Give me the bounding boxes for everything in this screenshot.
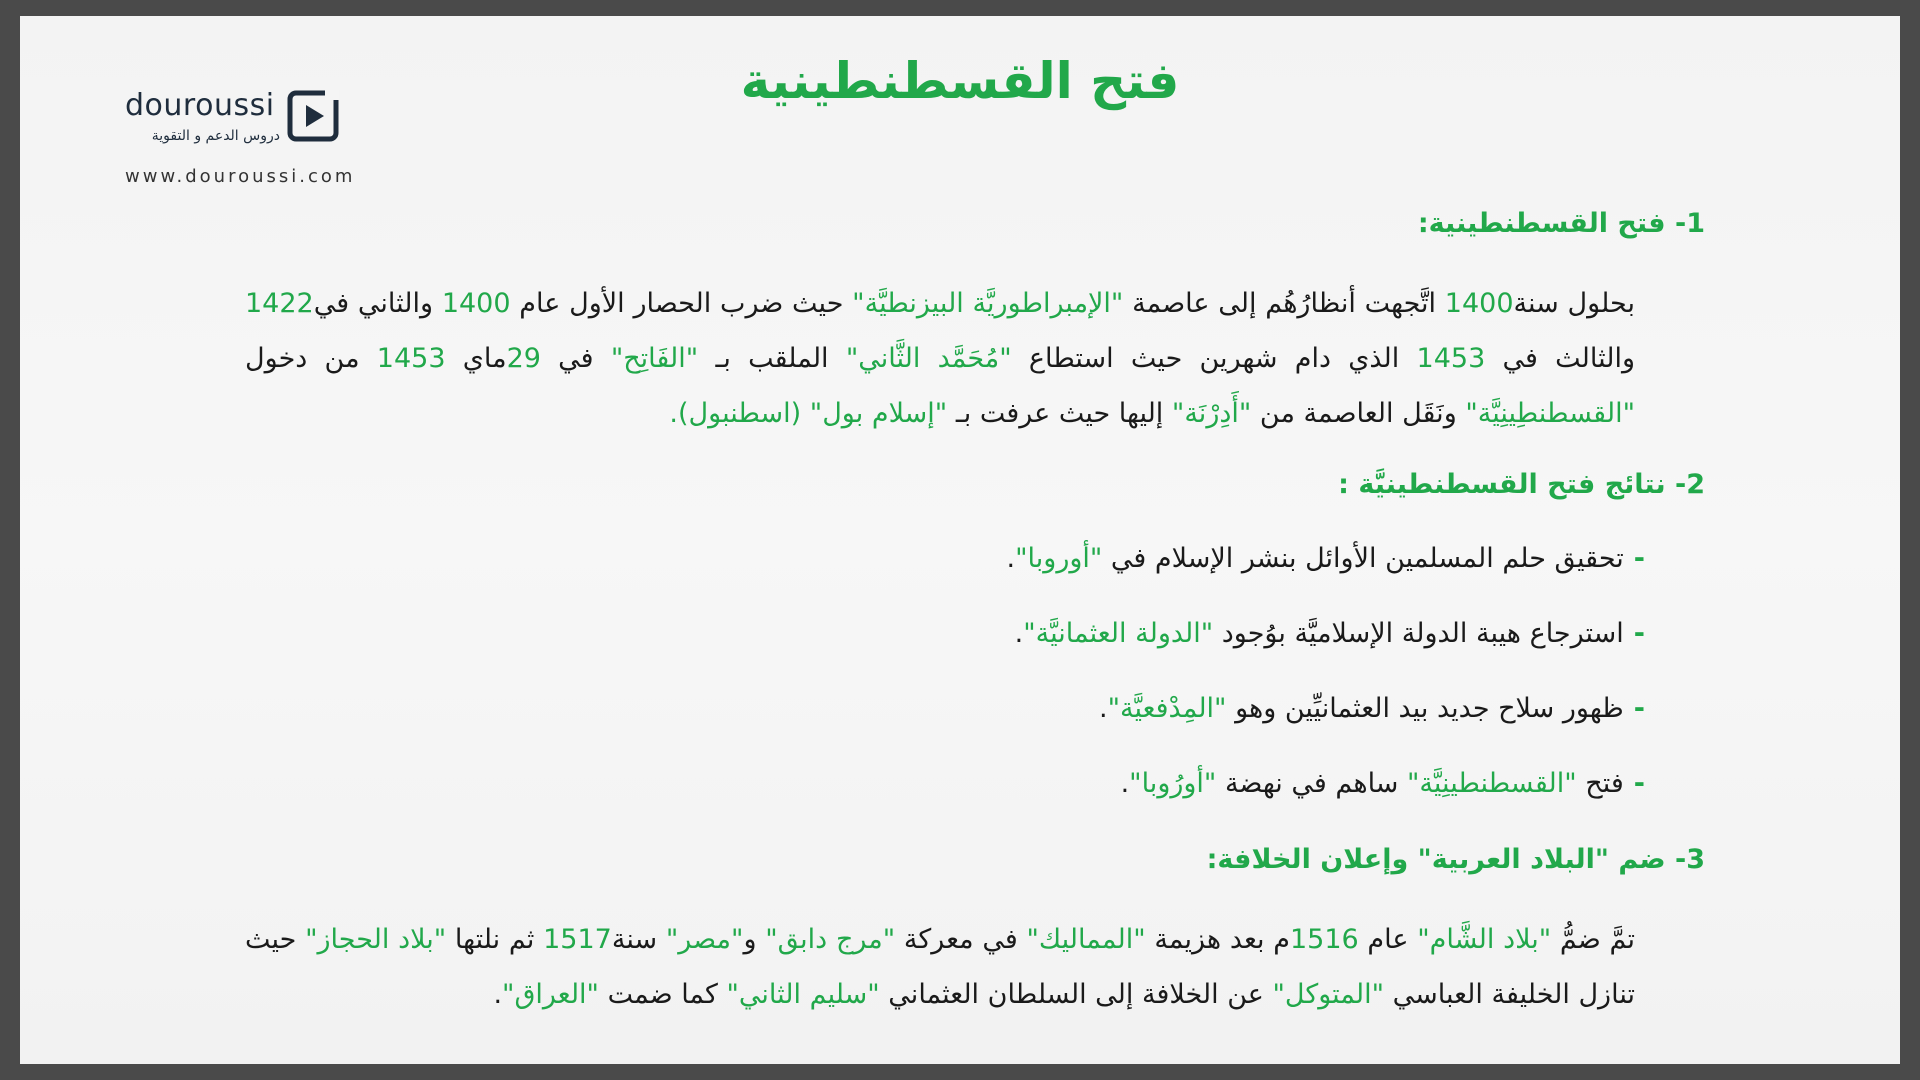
section-1-heading: 1- فتح القسطنطينية:	[1417, 208, 1705, 239]
highlight: "أَدِرْنَة"	[1171, 398, 1252, 429]
number: 1516	[1289, 924, 1359, 955]
text-run: إليها حيث عرفت بـ	[947, 398, 1172, 429]
section-3-paragraph	[245, 912, 1705, 1022]
result-item	[245, 693, 1645, 724]
text-run: تمَّ ضمُّ	[1551, 924, 1636, 955]
text-run: استرجاع هيبة الدولة الإسلاميَّة بوُجود	[1213, 618, 1624, 649]
highlight: "القسطنطِينِيَّة"	[1465, 398, 1635, 429]
text-run: اتَّجهت أنظارُهُم إلى عاصمة	[1123, 288, 1445, 319]
text-run: ونَقَل العاصمة من	[1251, 398, 1466, 429]
dash-bullet: -	[1633, 693, 1645, 724]
text-run: كما ضمت	[598, 979, 727, 1010]
text-run: من دخول	[245, 343, 377, 374]
highlight: "سليم الثاني"	[726, 979, 880, 1010]
text-run: .	[1014, 618, 1024, 649]
text-run: ماي	[445, 343, 507, 374]
highlight: "المماليك"	[1026, 924, 1146, 955]
text-run: الملقب بـ	[698, 343, 846, 374]
highlight: "المِدْفعيَّة"	[1107, 693, 1227, 724]
text-run: و	[743, 924, 766, 955]
number: 1400	[441, 288, 511, 319]
section-2-heading: 2- نتائج فتح القسطنطينيَّة :	[1338, 469, 1705, 500]
text-run: سنة	[611, 924, 666, 955]
text-run: م بعد هزيمة	[1145, 924, 1290, 955]
section-3-heading: 3- ضم "البلاد العربية" وإعلان الخلافة:	[1206, 844, 1705, 875]
text-run: ظهور سلاح جديد بيد العثمانيِّين وهو	[1226, 693, 1624, 724]
text-run: .	[493, 979, 503, 1010]
text-run: حيث ضرب الحصار الأول عام	[510, 288, 853, 319]
text-run: والثاني في	[313, 288, 442, 319]
text-run: تحقيق حلم المسلمين الأوائل بنشر الإسلام في	[1102, 543, 1624, 574]
text-run: ساهم في نهضة	[1216, 768, 1408, 799]
highlight: "القسطنطينِيَّة"	[1407, 768, 1577, 799]
number: 1453	[1416, 343, 1486, 374]
number: 1517	[543, 924, 612, 955]
number: 1422	[245, 288, 314, 319]
highlight: "مرج دابق"	[765, 924, 896, 955]
whiteboard	[20, 16, 1900, 1064]
result-item	[245, 768, 1645, 799]
text-run: فتح	[1576, 768, 1624, 799]
highlight: "أورُوبا"	[1129, 768, 1217, 799]
number: 1453	[376, 343, 446, 374]
dash-bullet: -	[1633, 618, 1645, 649]
result-item	[245, 618, 1645, 649]
text-run: بحلول سنة	[1513, 288, 1635, 319]
text-run: في معركة	[895, 924, 1027, 955]
result-item	[245, 543, 1645, 574]
highlight: "الإمبراطوريَّة البيزنطيَّة"	[852, 288, 1124, 319]
text-run: .	[1120, 768, 1130, 799]
text-run: ثم نلتها	[446, 924, 544, 955]
highlight: "بلاد الشَّام"	[1417, 924, 1552, 955]
logo-tagline: دروس الدعم و التقوية	[151, 128, 280, 144]
highlight: "بلاد الحجاز"	[305, 924, 447, 955]
text-run: .	[1098, 693, 1108, 724]
logo-brand: douroussi	[125, 88, 275, 123]
text-run: في	[540, 343, 611, 374]
text-run: والثالث في	[1485, 343, 1636, 374]
number: 1400	[1444, 288, 1514, 319]
dash-bullet: -	[1633, 543, 1645, 574]
dash-bullet: -	[1633, 768, 1645, 799]
text-run: .	[1006, 543, 1016, 574]
logo-url: www.douroussi.com	[125, 166, 356, 187]
highlight: "مصر"	[665, 924, 744, 955]
text-run: عن الخلافة إلى السلطان العثماني	[879, 979, 1273, 1010]
highlight: "أوروبا"	[1015, 543, 1103, 574]
section-1-paragraph	[245, 276, 1705, 441]
highlight: "الفَاتِح"	[610, 343, 699, 374]
text-run: عام	[1358, 924, 1418, 955]
highlight: "المتوكل"	[1272, 979, 1385, 1010]
page-title: فتح القسطنطينية	[740, 52, 1180, 110]
number: 29	[506, 343, 541, 374]
highlight: "مُحَمَّد الثَّاني"	[845, 343, 1012, 374]
text-run: حيث تنازل الخليفة العباسي	[245, 924, 1635, 1010]
highlight: "العراق"	[502, 979, 599, 1010]
highlight: "الدولة العثمانيَّة"	[1023, 618, 1214, 649]
text-run: الذي دام شهرين حيث استطاع	[1011, 343, 1417, 374]
highlight: "إسلام بول" (اسطنبول).	[669, 398, 948, 429]
